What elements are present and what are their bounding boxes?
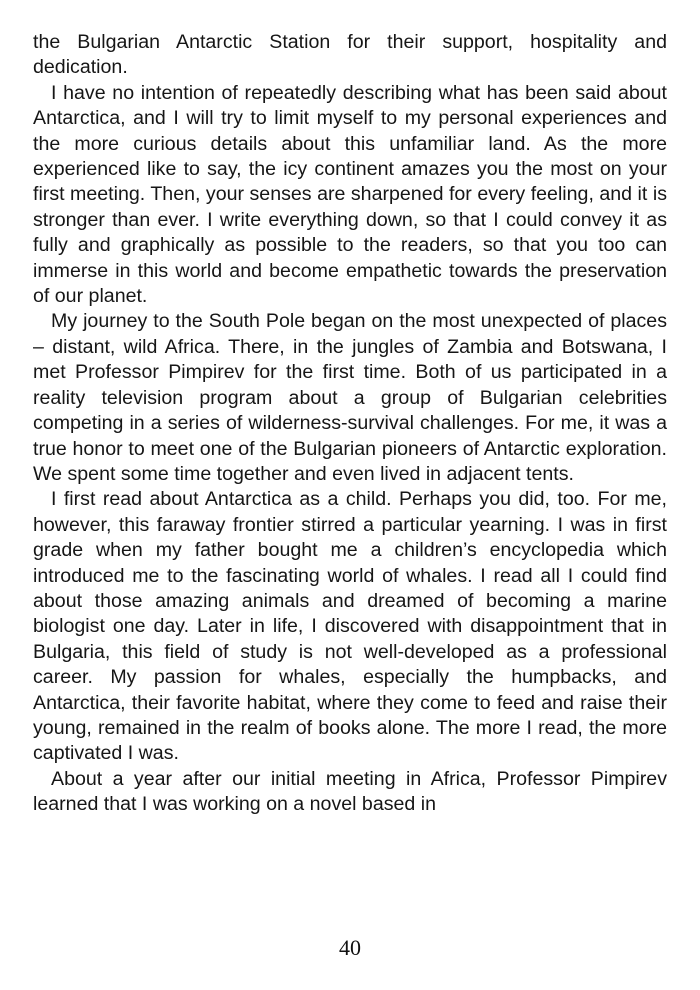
paragraph: I have no intention of repeatedly describing what has been said about Antarctica, and I will try to limit myself to my personal experiences and the more curious details about this unfamiliar land. As the more experienced like to say, the icy continent amazes you the most on your first meeting. Then, your senses are sharpened for every feeling, and it is stronger than ever. I write everything down, so that I could convey it as fully and graphically as possible to the readers, so that you too can immerse in this world and become empathetic towards the preservation of our planet.	[33, 81, 667, 308]
paragraph: About a year after our initial meeting in Africa, Professor Pimpirev learned that I was working on a novel based in	[33, 767, 667, 816]
paragraph: I first read about Antarctica as a child. Perhaps you did, too. For me, however, this faraway frontier stirred a particular yearning. I was in first grade when my father bought me a children’s encyclopedia which introduced me to the fascinating world of whales. I read all I could find about those amazing animals and dreamed of becoming a marine biologist one day. Later in life, I discovered with disappointment that in Bulgaria, this field of study is not well-developed as a professional career. My passion for whales, especially the humpbacks, and Antarctica, their favorite habitat, where they come to feed and raise their young, remained in the realm of books alone. The more I read, the more captivated I was.	[33, 488, 667, 765]
paragraph: My journey to the South Pole began on the most unexpected of places – distant, wild Africa. There, in the jungles of Zambia and Botswana, I met Professor Pimpirev for the first time. Both of us participated in a reality television program about a group of Bulgarian celebrities competing in a series of wilderness-survival challenges. For me, it was a true honor to meet one of the Bulgarian pioneers of Antarctic exploration. We spent some time together and even lived in adjacent tents.	[33, 310, 667, 485]
page-body	[33, 30, 667, 818]
page-number: 40	[339, 935, 361, 960]
paragraph-continuation: the Bulgarian Antarctic Station for their support, hospitality and dedication.	[33, 31, 667, 79]
